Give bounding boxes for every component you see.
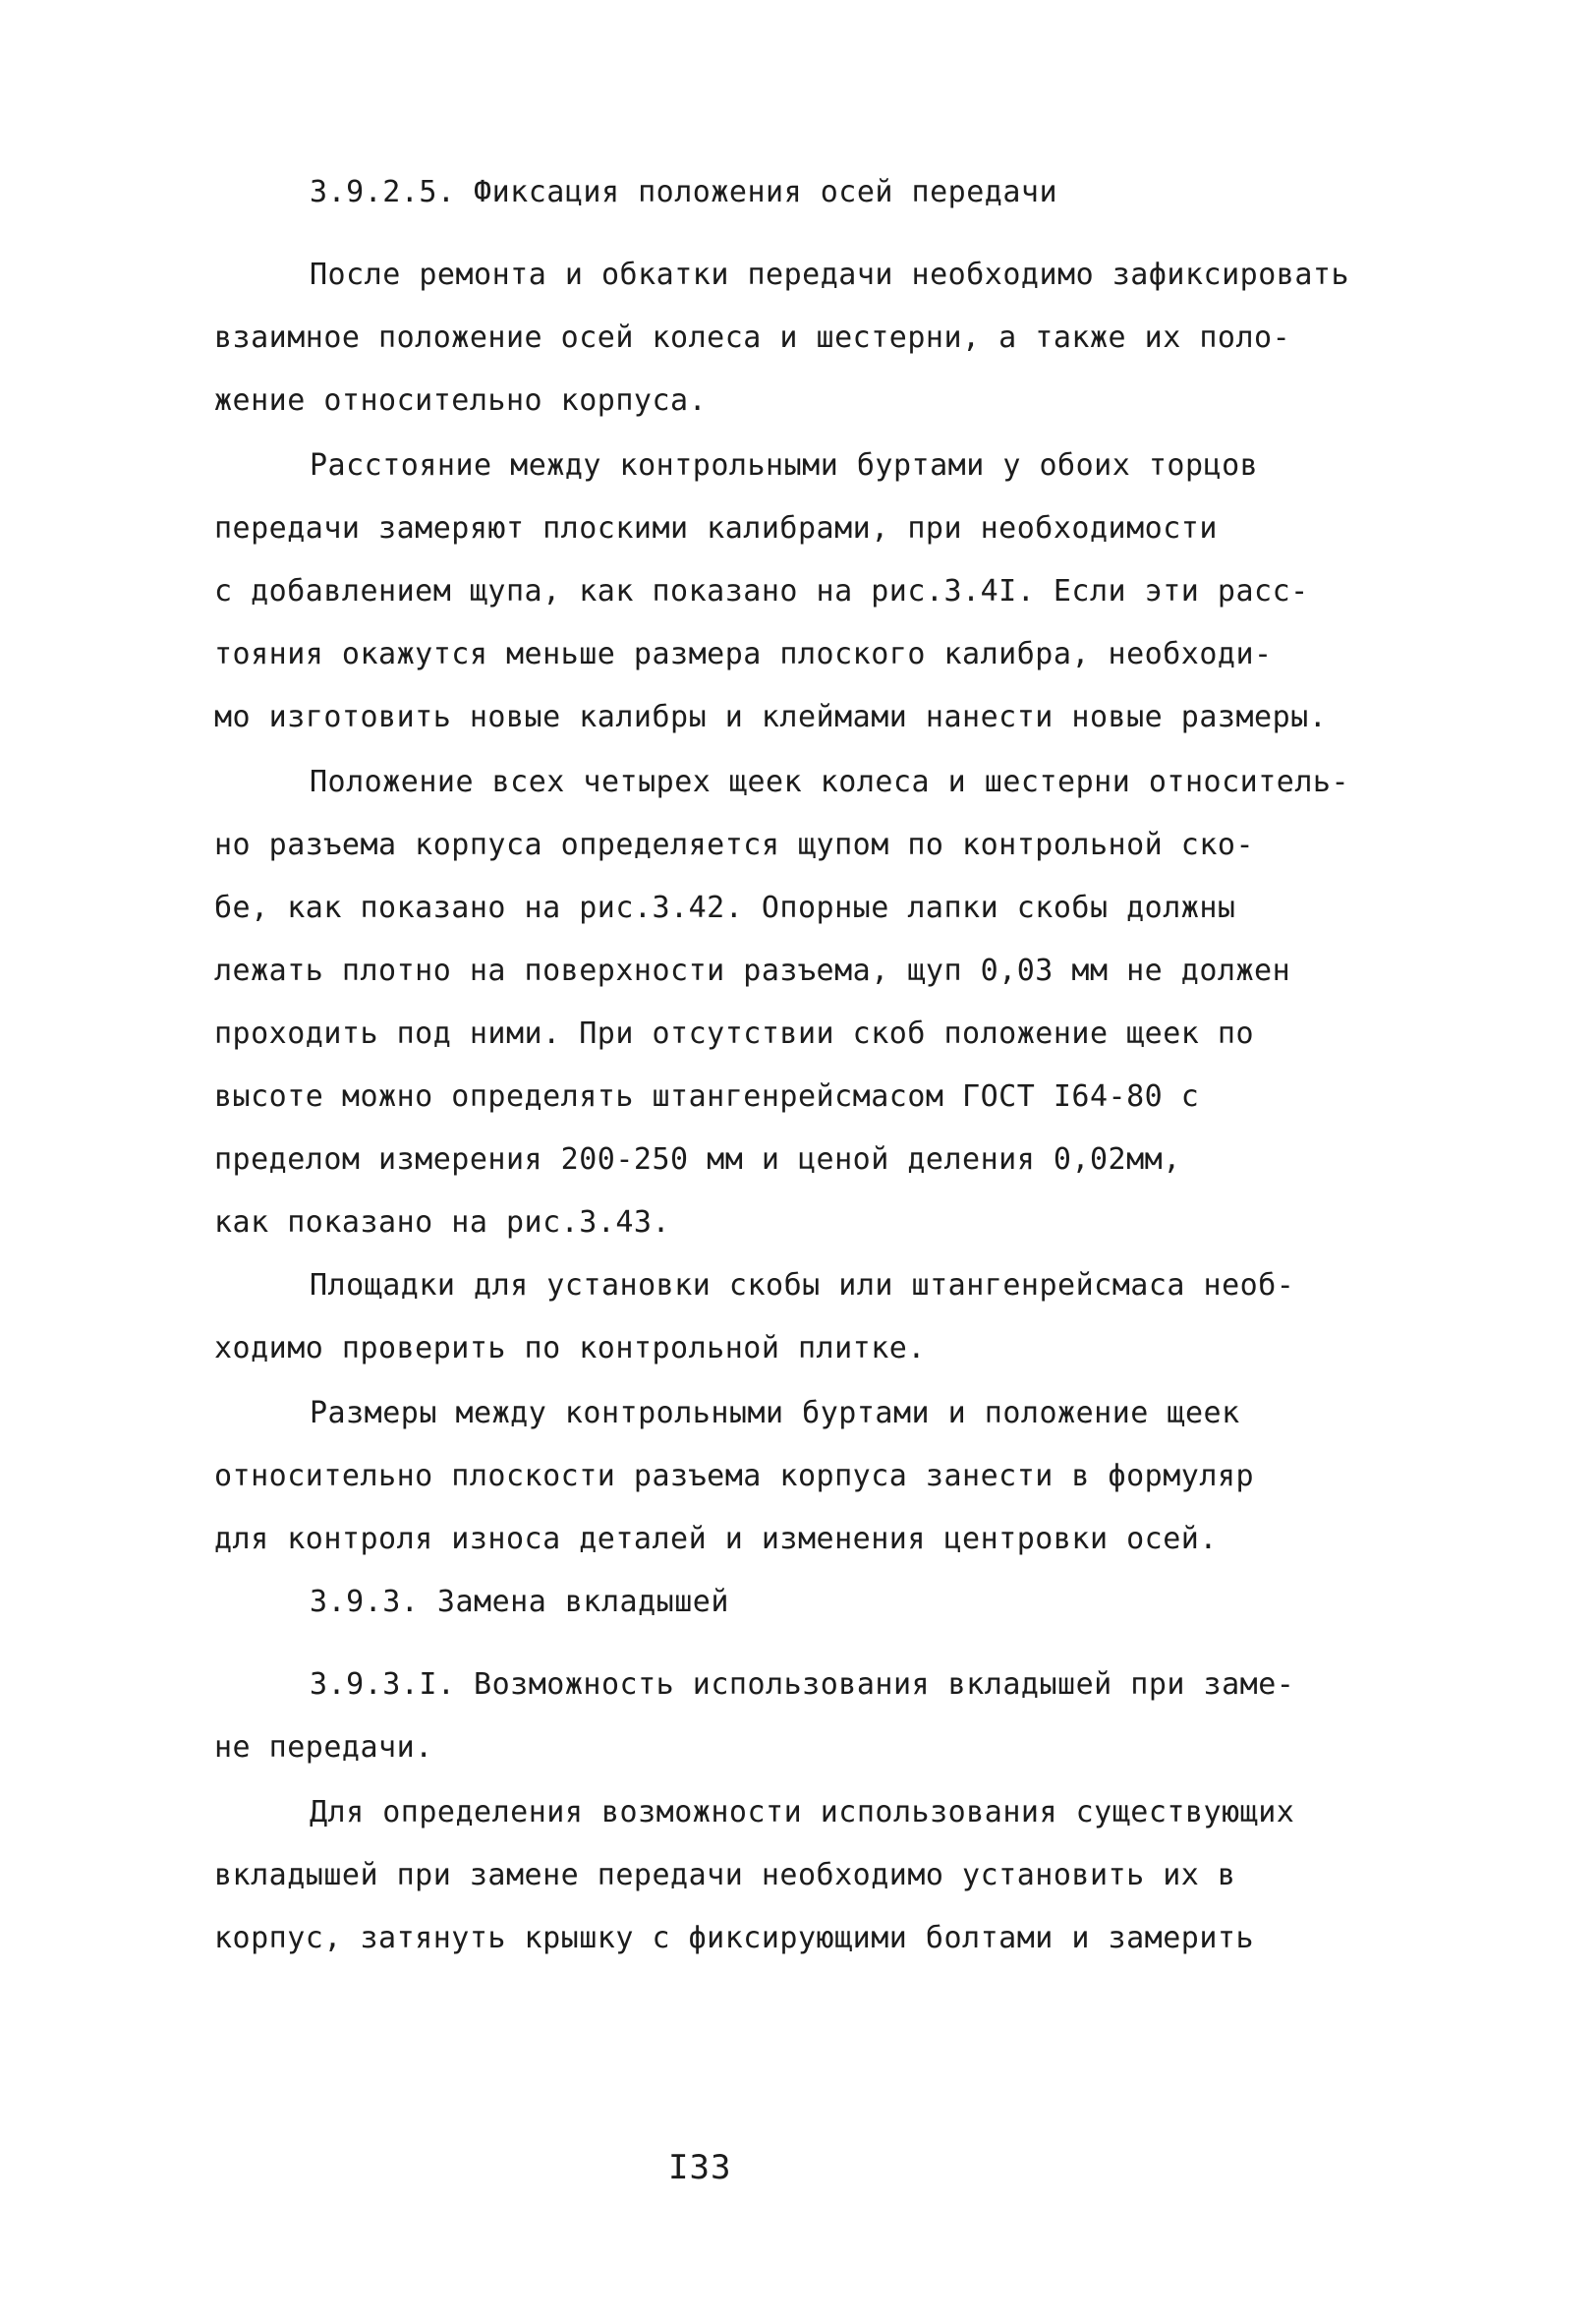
paragraph-line: как показано на рис.3.43.	[214, 1205, 671, 1240]
paragraph-line: передачи замеряют плоскими калибрами, при необходимости	[214, 511, 1218, 546]
paragraph-line: ходимо проверить по контрольной плитке.	[214, 1331, 926, 1365]
paragraph-line: относительно плоскости разъема корпуса занести в формуляр	[214, 1459, 1255, 1493]
paragraph-line: мо изготовить новые калибры и клеймами нанести новые размеры.	[214, 700, 1328, 734]
paragraph-line: пределом измерения 200-250 мм и ценой деления 0,02мм,	[214, 1142, 1181, 1177]
paragraph-line: жение относительно корпуса.	[214, 383, 708, 418]
paragraph-line: высоте можно определять штангенрейсмасом ГОСТ I64-80 с	[214, 1079, 1200, 1114]
paragraph-line: лежать плотно на поверхности разъема, щуп 0,03 мм не должен	[214, 954, 1291, 988]
paragraph-line: тояния окажутся меньше размера плоского калибра, необходи-	[214, 637, 1273, 671]
paragraph-line: Расстояние между контрольными буртами у обоих торцов	[310, 448, 1259, 483]
paragraph-line: корпус, затянуть крышку с фиксирующими болтами и замерить	[214, 1921, 1255, 1955]
paragraph-line: взаимное положение осей колеса и шестерни, а также их поло-	[214, 320, 1291, 355]
paragraph-line: вкладышей при замене передачи необходимо установить их в	[214, 1858, 1236, 1892]
section-heading-3-9-3: 3.9.3. Замена вкладышей	[310, 1585, 729, 1619]
paragraph-line: но разъема корпуса определяется щупом по контрольной ско-	[214, 828, 1255, 862]
paragraph-line: Для определения возможности использования существующих	[310, 1795, 1295, 1829]
paragraph-line: не передачи.	[214, 1730, 433, 1765]
paragraph-line: проходить под ними. При отсутствии скоб положение щеек по	[214, 1016, 1255, 1051]
paragraph-line: После ремонта и обкатки передачи необходимо зафиксировать	[310, 258, 1350, 292]
section-heading-3-9-2-5: 3.9.2.5. Фиксация положения осей передачи	[310, 175, 1058, 209]
paragraph-line: с добавлением щупа, как показано на рис.3.4I. Если эти расс-	[214, 574, 1309, 609]
paragraph-line: для контроля износа деталей и изменения центровки осей.	[214, 1522, 1218, 1556]
paragraph-line: бе, как показано на рис.3.42. Опорные лапки скобы должны	[214, 891, 1236, 925]
section-heading-3-9-3-1: 3.9.3.I. Возможность использования вкладышей при заме-	[310, 1667, 1295, 1702]
page-number: I33	[668, 2148, 732, 2187]
paragraph-line: Площадки для установки скобы или штангенрейсмаса необ-	[310, 1268, 1295, 1303]
paragraph-line: Положение всех четырех щеек колеса и шестерни относитель-	[310, 765, 1350, 799]
paragraph-line: Размеры между контрольными буртами и положение щеек	[310, 1396, 1240, 1430]
